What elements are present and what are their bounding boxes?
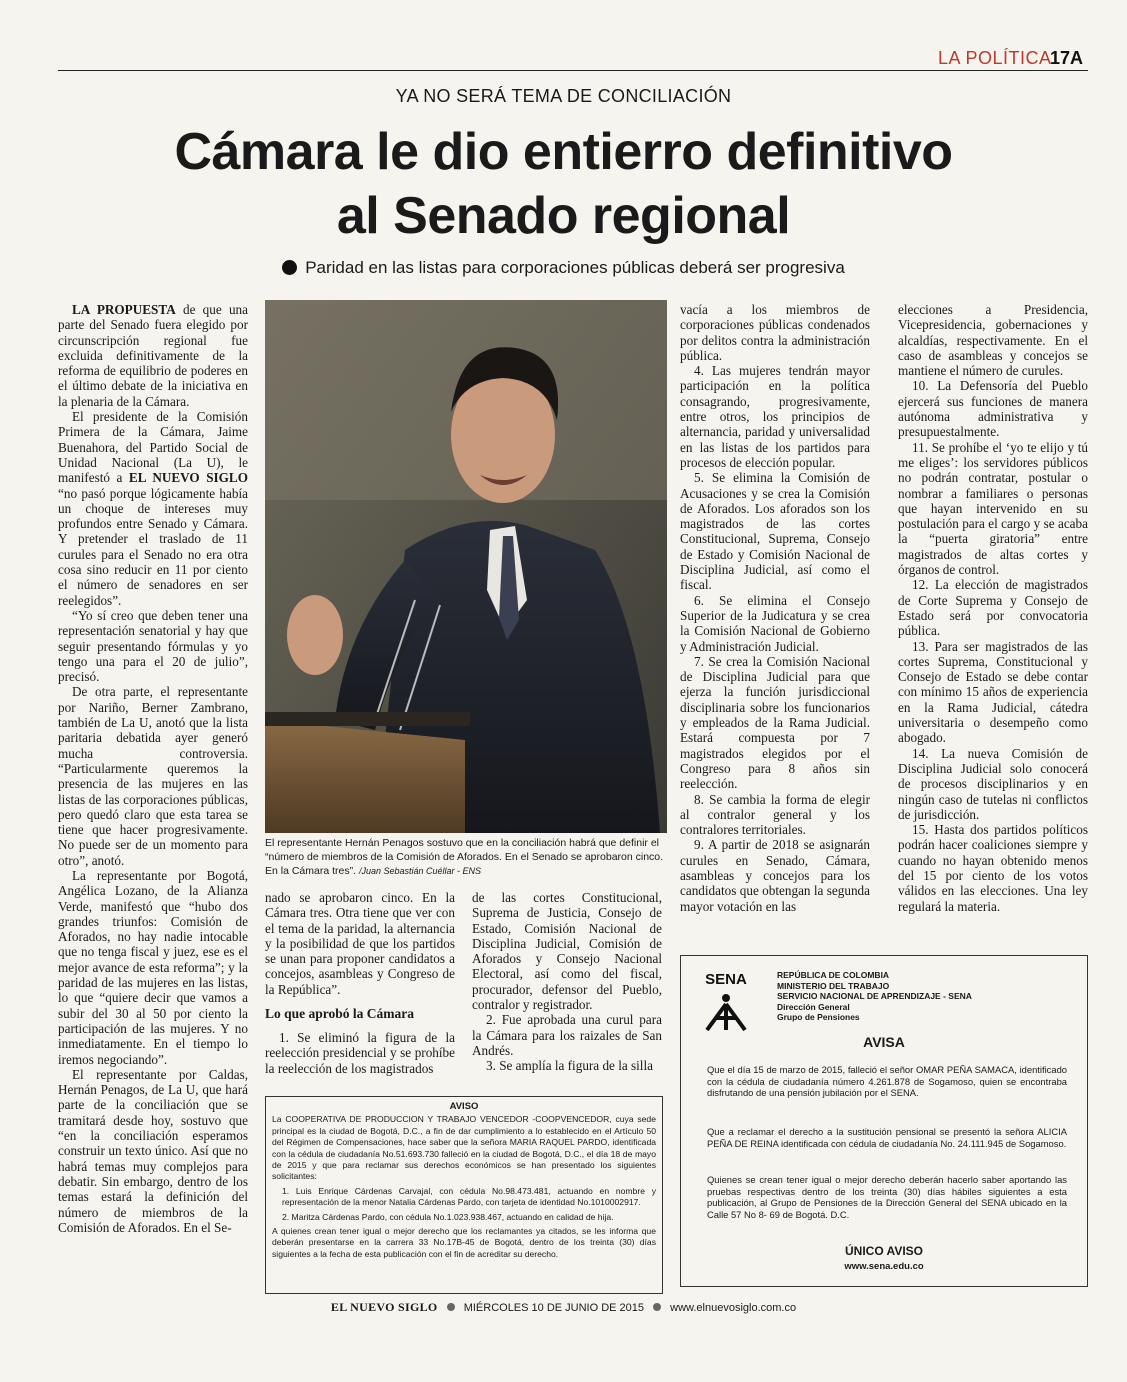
notice-item: 1. Luis Enrique Cárdenas Carvajal, con cédula No.98.473.481, actuando en nombre y representación de la menor Natalia Cárdenas Pardo, con tarjeta de identidad No.1010002917. — [282, 1185, 656, 1208]
article-column-3 — [472, 890, 662, 1074]
paragraph: elecciones a Presidencia, Vicepresidencia, gobernaciones y alcaldías, respectivamente. En el caso de asambleas y concejos se mantiene el número de curules. — [898, 302, 1088, 379]
notice-sena — [680, 955, 1088, 1287]
list-item: 8. Se cambia la forma de elegir al contralor general y los contralores territoriales. — [680, 791, 870, 838]
sena-logo-text: SENA — [705, 971, 747, 988]
article-column-4 — [680, 302, 870, 914]
paragraph: La representante por Bogotá, Angélica Lozano, de la Alianza Verde, manifestó que “hubo dos grandes triunfos: Comisión de Aforados, no hay nadie intocable que no tenga fiscal y juez, ese es el mejor avance de esta reforma”; y la paridad de las mujeres en las listas, lo que “quiere decir que vamos a subir del 30 al 50 por ciento la participación de las mujeres. Y no inmediatamente. En el tiempo lo iremos negociando”. — [58, 867, 248, 1067]
list-item: 15. Hasta dos partidos políticos podrán hacer coaliciones siempre y cuando no hayan obtenido menos del 15 por ciento de los votos válidos en las elecciones. Una ley regulará la materia. — [898, 822, 1088, 914]
sena-paragraph: Que el día 15 de marzo de 2015, falleció el señor OMAR PEÑA SAMACA, identificado con la cédula de ciudadanía número 4.261.878 de Sogamoso, quien se encontraba disfrutando de una pensión jubilación por el SENA. — [707, 1064, 1067, 1099]
subheadline-text: Paridad en las listas para corporaciones públicas deberá ser progresiva — [305, 258, 845, 277]
sena-line: REPÚBLICA DE COLOMBIA — [777, 970, 890, 980]
subheadline — [0, 258, 1127, 278]
list-item: 11. Se prohíbe el ‘yo te elijo y tú me eliges’: los servidores públicos no podrán contratar, postular o nombrar a familiares o personas que hayan intervenido en su postulación para el cargo y se acaba la “puerta giratoria” entre magistrados de altas cortes y órganos de control. — [898, 439, 1088, 578]
photo-caption — [265, 836, 667, 878]
paragraph: El representante por Caldas, Hernán Penagos, de La U, que hará parte de la conciliación que se tramitará desde hoy, sostuvo que “en la conciliación esperamos construir un texto único. Así que no habrá temas muy complejos para debatir. Sin embargo, dentro de los temas estará la definición del número de miembros de la Comisión de Aforados. En el Se- — [58, 1066, 248, 1235]
footer-brand: EL NUEVO SIGLO — [330, 1300, 438, 1314]
footer-date: MIÉRCOLES 10 DE JUNIO DE 2015 — [463, 1302, 645, 1314]
sena-header — [777, 970, 1077, 1023]
paragraph-text: “no pasó porque lógicamente había un choque de intereses muy profundos entre Senado y Cámara. Y pretender el traslado de 11 curules para el Senado no era otra cosa sino reducir en 11 por ciento el número de senadores en ser reelegidos”. — [58, 485, 248, 608]
photo-penagos — [265, 300, 667, 833]
paragraph: de las cortes Constitucional, Suprema de Justicia, Consejo de Estado, Comisión Nacional de Disciplina Judicial, Comisión de Aforados y Consejo Nacional Electoral, así como del fiscal, procurador, defensor del Pueblo, contralor y registrador. — [472, 890, 662, 1013]
subhead-approved: Lo que aprobó la Cámara — [265, 1006, 415, 1021]
list-item: 4. Las mujeres tendrán mayor participación en la política consagrando, progresivamente, entre otros, los principios de alternancia, paridad y universalidad en las listas de los partidos para procesos de elección popular. — [680, 363, 870, 470]
list-item: 2. Fue aprobada una curul para la Cámara para los raizales de San Andrés. — [472, 1012, 662, 1058]
notice-paragraph: A quienes crean tener igual o mejor derecho que los reclamantes ya citados, se les informa que deberán presentarse en la carrera 33 No.17B-45 de Bogotá, dentro de los treinta (30) días siguientes a la fecha de esta publicación con el fin de acreditar su derecho. — [272, 1226, 656, 1259]
paragraph: “Yo sí creo que deben tener una representación senatorial y hay que seguir presentando fórmulas y yo tengo una para el 20 de julio”, precisó. — [58, 607, 248, 685]
list-item: 1. Se eliminó la figura de la reelección presidencial y se prohíbe la reelección de los magistrados — [265, 1030, 455, 1076]
list-item: 12. La elección de magistrados de Corte Suprema y Consejo de Estado será por convocatoria pública. — [898, 577, 1088, 639]
sena-line: Dirección General — [777, 1001, 850, 1012]
sena-paragraph: Quienes se crean tener igual o mejor derecho deberán hacerlo saber aportando las pruebas respectivas dentro de los treinta (30) días hábiles siguientes a esta publicación, al Grupo de Pensiones de la Dirección General del SENA ubicado en la Calle 57 No 8- 69 de Bogotá. D.C. — [707, 1174, 1067, 1220]
page-number: 17A — [1050, 48, 1084, 68]
paragraph: De otra parte, el representante por Nariño, Berner Zambrano, también de La U, anotó que la lista paritaria debatida ayer generó mucha controversia. “Particularmente queremos la presencia de las mujeres en las listas de las corporaciones públicas, pero quedó claro que esta tarea se tiene que hacer progresivamente. No puede ser de un momento para otro”, anotó. — [58, 684, 248, 868]
kicker: YA NO SERÁ TEMA DE CONCILIACIÓN — [395, 86, 732, 106]
notice-item: 2. Maritza Cárdenas Pardo, con cédula No.1.023.938.467, actuando en calidad de hija. — [282, 1211, 614, 1222]
list-item: 6. Se elimina el Consejo Superior de la Judicatura y se crea la Comisión Nacional de Gobierno y Administración Judicial. — [680, 592, 870, 654]
sena-logo-icon — [695, 970, 757, 1032]
paragraph: nado se aprobaron cinco. En la Cámara tres. Otra tiene que ver con el tema de la paridad, la alternancia y la posibilidad de que los partidos se unan para proponer candidatos a concejos, asambleas y Congreso de la República”. — [265, 890, 455, 997]
article-column-1 — [58, 302, 248, 1235]
list-item: 10. La Defensoría del Pueblo ejercerá sus funciones de manera autónoma administrativa y presupuestalmente. — [898, 378, 1088, 440]
photo-credit: /Juan Sebastián Cuéllar - ENS — [358, 866, 482, 876]
article-column-2-list — [265, 1030, 455, 1076]
paragraph-text: de que una parte del Senado fuera elegido por circunscripción regional fue excluida definitivamente de la reforma de equilibrio de poderes en el último debate de la iniciativa en la plenaria de la Cámara. — [58, 302, 249, 409]
article-column-5 — [898, 302, 1088, 914]
notice-title: AVISO — [449, 1101, 479, 1112]
photo-caption-text: El representante Hernán Penagos sostuvo que en la conciliación habrá que definir el “número de miembros de la Comisión de Aforados. En el Senado se aprobaron cinco. En la Cámara tres”. — [265, 837, 664, 877]
sena-website: www.sena.edu.co — [844, 1261, 924, 1272]
headline-line-2: al Senado regional — [336, 187, 791, 245]
footer — [0, 1300, 1127, 1315]
newspaper-name: EL NUEVO SIGLO — [128, 470, 248, 486]
sena-line: SERVICIO NACIONAL DE APRENDIZAJE - SENA — [777, 991, 972, 1001]
sena-unico-aviso: ÚNICO AVISO — [844, 1244, 923, 1258]
notice-paragraph: La COOPERATIVA DE PRODUCCION Y TRABAJO VENCEDOR -COOPVENCEDOR, cuya sede principal es la ciudad de Bogotá, D.C., a fin de dar cumplimiento a lo establecido en el Artículo 50 del Régimen de Compensaciones, hace saber que la señora MARIA RAQUEL PARDO, identificada con la cédula de ciudadanía No.51.693.730 falleció en la ciudad de Bogotá, D.C., el día 18 de mayo de 2015 y que para reclamar sus derechos económicos se han presentado los siguientes solicitantes: — [272, 1114, 656, 1182]
list-item: 14. La nueva Comisión de Disciplina Judicial solo conocerá de procesos disciplinarios y en ningún caso de tutelas ni conflictos de jurisdicción. — [898, 745, 1088, 822]
sena-line: MINISTERIO DEL TRABAJO — [777, 980, 890, 991]
list-item: 3. Se amplía la figura de la silla — [486, 1058, 653, 1074]
list-item: 9. A partir de 2018 se asignarán curules en Senado, Cámara, asambleas y concejos para los candidatos que obtengan la segunda mayor votación en las — [680, 837, 870, 914]
paragraph: vacía a los miembros de corporaciones públicas condenados por delitos contra la administración pública. — [680, 302, 870, 363]
sena-line: Grupo de Pensiones — [777, 1012, 860, 1022]
sena-paragraph: Que a reclamar el derecho a la sustitución pensional se presentó la señora ALICIA PEÑA DE REINA identificada con cédula de ciudadanía No. 24.111.945 de Sogamoso. — [707, 1126, 1067, 1149]
list-item: 7. Se crea la Comisión Nacional de Disciplina Judicial para que ejerza la función jurisdiccional disciplinaria sobre los funcionarios y empleados de la Rama Judicial. Estará compuesta por 7 magistrados elegidos por el Congreso para 8 años sin reelección. — [680, 653, 870, 792]
notice-coopvencedor — [265, 1096, 663, 1294]
photo-illustration — [265, 300, 667, 833]
top-rule — [58, 70, 1088, 71]
footer-website: www.elnuevosiglo.com.co — [670, 1302, 797, 1314]
sena-title: AVISA — [863, 1034, 905, 1050]
paragraph — [58, 409, 248, 608]
bullet-icon — [653, 1303, 661, 1311]
headline — [0, 120, 1127, 248]
list-item: 13. Para ser magistrados de las cortes Suprema, Constitucional y Consejo de Estado se debe contar con mínimo 15 años de experiencia en la Rama Judicial, cátedra universitaria o desempeño como abogado. — [898, 638, 1088, 746]
section-header: LA POLÍTICA — [938, 48, 1052, 68]
paragraph-text: El presidente de la Comisión Primera de la Cámara, Jaime Buenahora, del Partido Social de Unidad Nacional (La U), le manifestó a — [58, 409, 248, 486]
article-column-2 — [265, 890, 455, 997]
list-item: 5. Se elimina la Comisión de Acusaciones y se crea la Comisión de Aforados. Los aforados son los magistrados de las cortes Constitucional, Suprema, Consejo de Estado y Comisión Nacional de Disciplina Judicial, así como el fiscal. — [680, 470, 870, 593]
headline-line-1: Cámara le dio entierro definitivo — [174, 123, 953, 181]
bullet-icon — [282, 260, 297, 275]
paragraph — [58, 302, 248, 409]
bullet-icon — [447, 1303, 455, 1311]
sena-logo — [695, 970, 757, 1032]
lead-in: LA PROPUESTA — [72, 302, 176, 317]
